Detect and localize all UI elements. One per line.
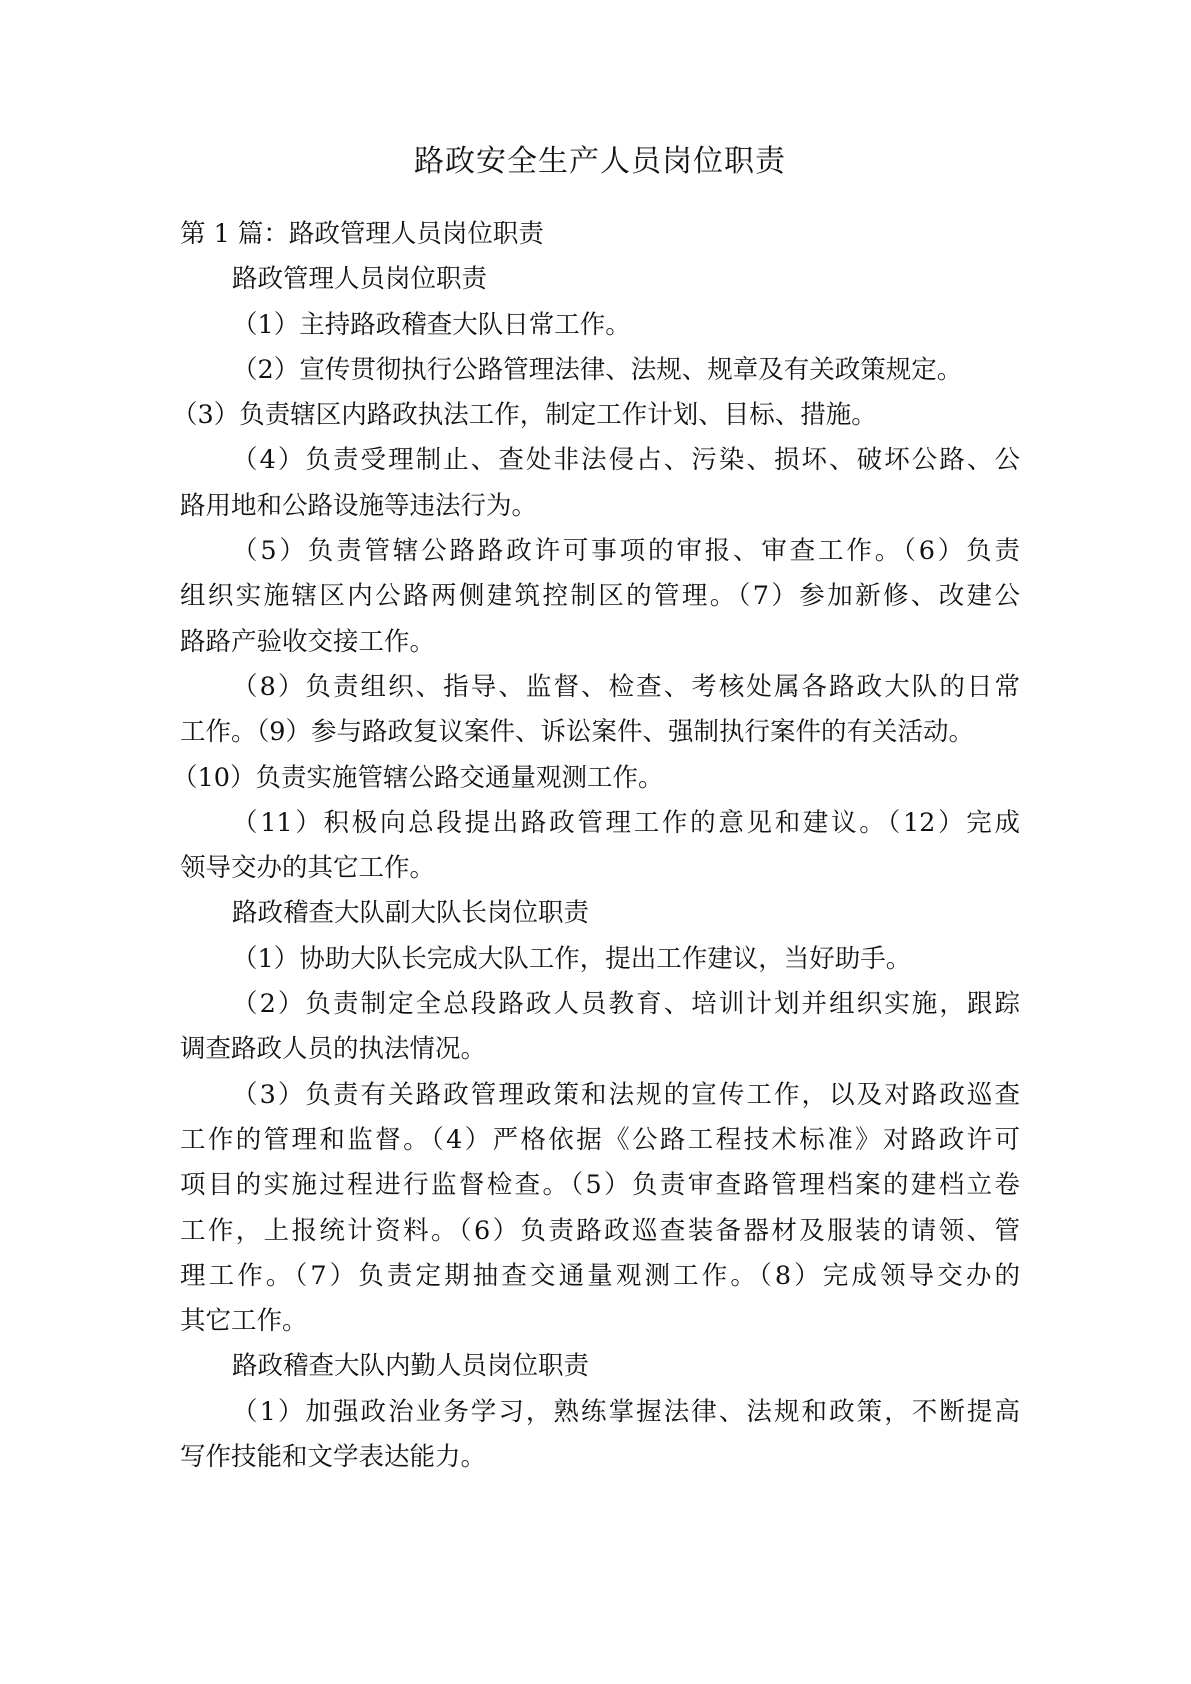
paragraph-line: 领导交办的其它工作。: [180, 853, 436, 884]
section-heading: 路政管理人员岗位职责: [232, 264, 488, 295]
paragraph-line: （1）主持路政稽查大队日常工作。: [232, 309, 631, 340]
paragraph-line: 路用地和公路设施等违法行为。: [180, 490, 538, 521]
paragraph-line: （5）负责管辖公路路政许可事项的审报、审查工作。（6）负责: [232, 536, 1020, 567]
paragraph-line: 其它工作。: [180, 1306, 308, 1337]
chapter-heading: 第 1 篇：路政管理人员岗位职责: [180, 219, 544, 249]
paragraph-line: （1）协助大队长完成大队工作，提出工作建议，当好助手。: [232, 943, 912, 974]
paragraph-line: （11）积极向总段提出路政管理工作的意见和建议。（12）完成: [232, 807, 1020, 838]
paragraph-line: 组织实施辖区内公路两侧建筑控制区的管理。（7）参加新修、改建公: [180, 581, 1020, 612]
paragraph-line: 工作的管理和监督。（4）严格依据《公路工程技术标准》对路政许可: [180, 1124, 1020, 1155]
paragraph-line: （2）宣传贯彻执行公路管理法律、法规、规章及有关政策规定。: [232, 354, 963, 385]
paragraph-line: 调查路政人员的执法情况。: [180, 1034, 487, 1065]
paragraph-line: （3）负责有关路政管理政策和法规的宣传工作，以及对路政巡查: [232, 1079, 1020, 1110]
section-heading: 路政稽查大队副大队长岗位职责: [232, 898, 590, 929]
paragraph-line: 工作，上报统计资料。（6）负责路政巡查装备器材及服装的请领、管: [180, 1215, 1020, 1246]
paragraph-line: 项目的实施过程进行监督检查。（5）负责审查路管理档案的建档立卷: [180, 1170, 1020, 1201]
paragraph-line: 工作。（9）参与路政复议案件、诉讼案件、强制执行案件的有关活动。: [180, 717, 974, 748]
paragraph-line: （2）负责制定全总段路政人员教育、培训计划并组织实施，跟踪: [232, 989, 1020, 1020]
paragraph-line: 理工作。（7）负责定期抽查交通量观测工作。（8）完成领导交办的: [180, 1260, 1020, 1291]
paragraph-line: （4）负责受理制止、查处非法侵占、污染、损坏、破坏公路、公: [232, 445, 1020, 476]
paragraph-line: （10）负责实施管辖公路交通量观测工作。: [172, 762, 664, 793]
section-heading: 路政稽查大队内勤人员岗位职责: [232, 1351, 590, 1382]
paragraph-line: 路路产验收交接工作。: [180, 626, 436, 657]
document-page: [172, 140, 1020, 1480]
paragraph-line: （1）加强政治业务学习，熟练掌握法律、法规和政策，不断提高: [232, 1396, 1020, 1427]
paragraph-line: 写作技能和文学表达能力。: [180, 1442, 487, 1473]
paragraph-line: （8）负责组织、指导、监督、检查、考核处属各路政大队的日常: [232, 671, 1020, 702]
paragraph-line: （3）负责辖区内路政执法工作，制定工作计划、目标、措施。: [172, 400, 877, 431]
document-title: 路政安全生产人员岗位职责: [414, 144, 786, 179]
